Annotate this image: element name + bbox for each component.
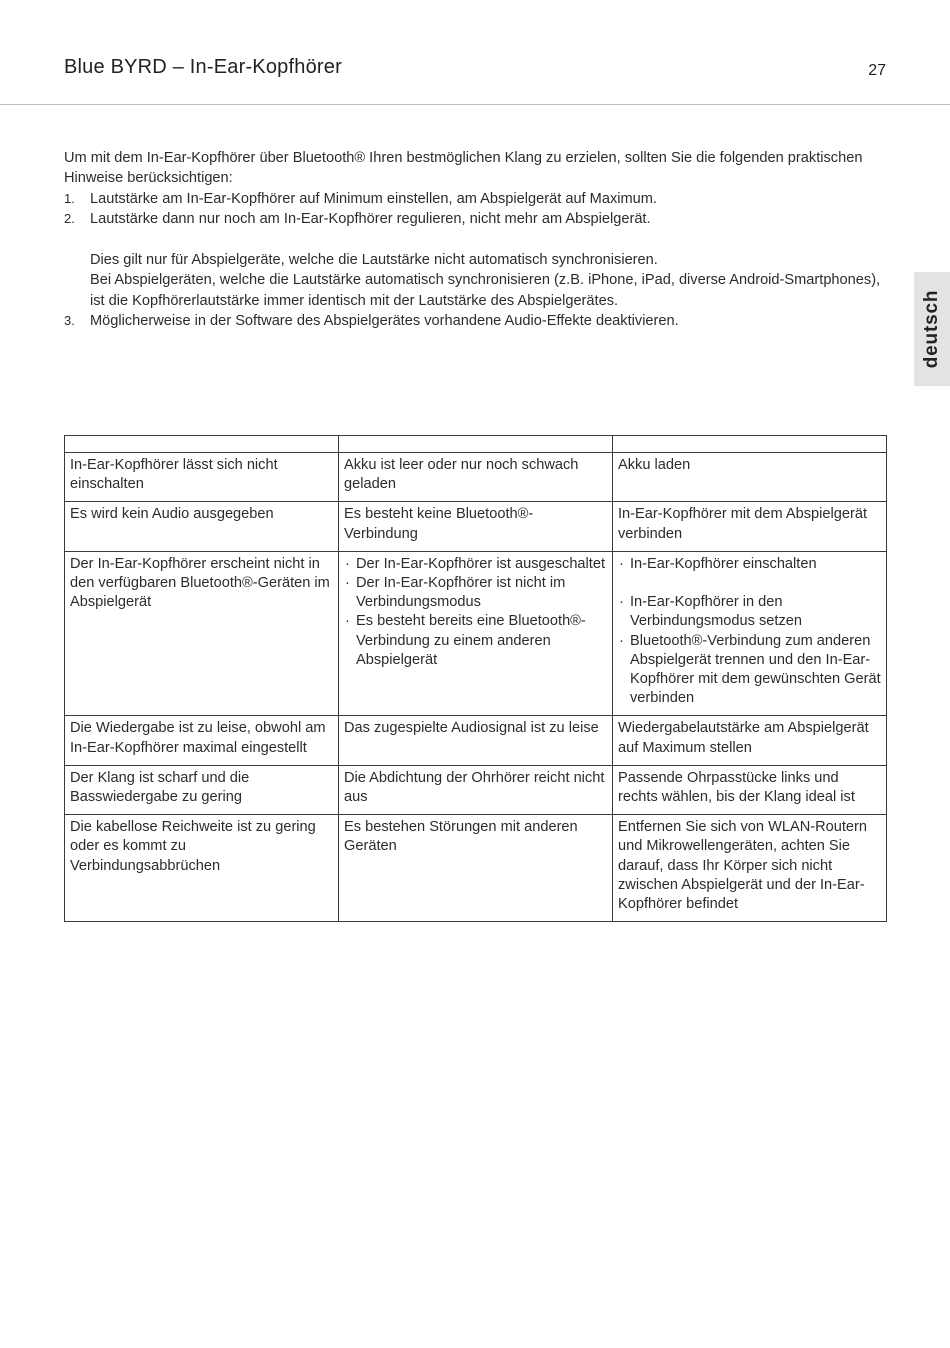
solution-cell (613, 551, 887, 716)
list-item: · Bluetooth®-Verbindung zum anderen Abspielgerät trennen und den In-Ear-Kopfhörer mit dem gewünschten Gerät verbinden (618, 632, 881, 709)
problem-cell: Die kabellose Reichweite ist zu gering oder es kommt zu Verbindungsabbrüchen (65, 815, 339, 922)
cause-cell: Die Abdichtung der Ohrhörer reicht nicht aus (339, 765, 613, 814)
header-divider (0, 104, 950, 105)
cause-cell (339, 551, 613, 716)
tips-list (64, 189, 884, 332)
page-number: 27 (868, 62, 886, 79)
usage-tips (64, 148, 884, 332)
document-title: Blue BYRD – In-Ear-Kopfhörer (64, 56, 342, 78)
cause-cell: Das zugespielte Audiosignal ist zu leise (339, 716, 613, 765)
table-row (65, 815, 887, 922)
header-cell (613, 436, 887, 453)
solution-cell: Entfernen Sie sich von WLAN-Routern und Mikrowellengeräten, achten Sie darauf, dass Ihr Körper sich nicht zwischen Abspielgerät und der In-Ear-Kopfhörer befindet (613, 815, 887, 922)
list-item: · Der In-Ear-Kopfhörer ist ausgeschaltet (344, 555, 607, 574)
list-item: · In-Ear-Kopfhörer in den Verbindungsmodus setzen (618, 593, 881, 631)
tip-text: Lautstärke dann nur noch am In-Ear-Kopfhörer regulieren, nicht mehr am Abspielgerät. (90, 211, 651, 228)
tip-item (64, 209, 884, 311)
tip-item (64, 311, 884, 331)
solution-list (618, 555, 881, 709)
tip-number: 2. (64, 211, 75, 227)
table-row (65, 716, 887, 765)
problem-cell: In-Ear-Kopfhörer lässt sich nicht einschalten (65, 453, 339, 502)
table-row (65, 551, 887, 716)
solution-cell: Passende Ohrpasstücke links und rechts wählen, bis der Klang ideal ist (613, 765, 887, 814)
table-row (65, 453, 887, 502)
tip-note: Dies gilt nur für Abspielgeräte, welche die Lautstärke nicht automatisch synchronisieren. (90, 252, 658, 269)
solution-cell: Wiedergabelautstärke am Abspielgerät auf Maximum stellen (613, 716, 887, 765)
language-tab (914, 272, 950, 386)
troubleshooting-table (64, 435, 887, 922)
list-item: · In-Ear-Kopfhörer einschalten (618, 555, 881, 574)
table-row (65, 502, 887, 551)
problem-cell: Der Klang ist scharf und die Basswiedergabe zu gering (65, 765, 339, 814)
tip-text: Lautstärke am In-Ear-Kopfhörer auf Minimum einstellen, am Abspielgerät auf Maximum. (90, 190, 657, 207)
intro-paragraph: Um mit dem In-Ear-Kopfhörer über Bluetooth® Ihren bestmöglichen Klang zu erzielen, sollten Sie die folgenden praktischen Hinweise berücksichtigen: (64, 150, 863, 187)
tip-text: Möglicherweise in der Software des Abspielgerätes vorhandene Audio-Effekte deaktivieren. (90, 313, 679, 330)
list-item: · Der In-Ear-Kopfhörer ist nicht im Verbindungsmodus (344, 574, 607, 612)
solution-cell: Akku laden (613, 453, 887, 502)
tip-item (64, 189, 884, 209)
problem-cell: Es wird kein Audio ausgegeben (65, 502, 339, 551)
list-item: · Es besteht bereits eine Bluetooth®-Verbindung zu einem anderen Abspielgerät (344, 612, 607, 670)
header-cell (339, 436, 613, 453)
tip-number: 3. (64, 313, 75, 329)
header-cell (65, 436, 339, 453)
cause-cell: Es bestehen Störungen mit anderen Geräten (339, 815, 613, 922)
tip-note: Bei Abspielgeräten, welche die Lautstärke automatisch synchronisieren (z.B. iPhone, iPad, diverse Android-Smartphones), ist die Kopfhörerlautstärke immer identisch mit der Lautstärke des Abspielgerätes. (90, 272, 881, 309)
table-row (65, 765, 887, 814)
problem-cell: Der In-Ear-Kopfhörer erscheint nicht in den verfügbaren Bluetooth®-Geräten im Abspielgerät (65, 551, 339, 716)
problem-cell: Die Wiedergabe ist zu leise, obwohl am In-Ear-Kopfhörer maximal eingestellt (65, 716, 339, 765)
tip-number: 1. (64, 190, 75, 206)
cause-list (344, 555, 607, 670)
cause-cell: Akku ist leer oder nur noch schwach geladen (339, 453, 613, 502)
language-tab-label: deutsch (921, 289, 942, 369)
solution-cell: In-Ear-Kopfhörer mit dem Abspielgerät verbinden (613, 502, 887, 551)
cause-cell: Es besteht keine Bluetooth®-Verbindung (339, 502, 613, 551)
table-header-row (65, 436, 887, 453)
